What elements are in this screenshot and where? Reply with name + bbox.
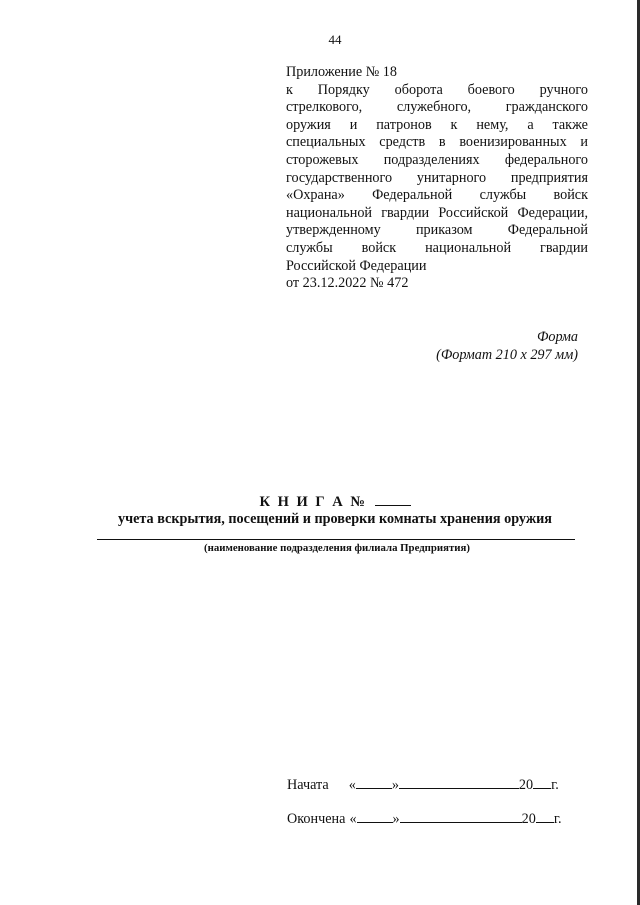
book-title — [0, 493, 640, 511]
quote-open: « — [348, 777, 356, 793]
annex-line: национальной гвардии Российской Федерации, — [286, 204, 588, 221]
annex-line: к Порядку оборота боевого ручного — [286, 81, 588, 98]
finished-date-row — [287, 810, 562, 828]
started-date-row — [287, 776, 559, 794]
annex-line: государственного унитарного предприятия — [286, 169, 588, 186]
annex-line: стрелкового, служебного, гражданского — [286, 99, 588, 116]
annex-line: Приложение № 18 — [286, 64, 397, 80]
annex-line: утвержденному приказом Федеральной — [286, 222, 588, 239]
started-label: Начата — [287, 777, 329, 793]
year-blank — [533, 776, 551, 789]
book-title-text: К Н И Г А № — [259, 494, 367, 510]
book-subtitle: учета вскрытия, посещений и проверки комнаты хранения оружия — [118, 511, 552, 527]
annex-line: от 23.12.2022 № 472 — [286, 275, 409, 292]
annex-line: сторожевых подразделениях федерального — [286, 151, 588, 168]
page-number: 44 — [328, 32, 342, 47]
day-blank — [356, 776, 392, 789]
annex-line: Российской Федерации — [286, 257, 427, 274]
form-label: Форма — [536, 329, 578, 345]
quote-close: » — [391, 777, 399, 793]
year-prefix: 20 — [518, 777, 534, 793]
quote-close: » — [392, 811, 400, 827]
quote-open: « — [349, 811, 357, 827]
month-blank — [399, 776, 519, 789]
day-blank — [357, 810, 393, 823]
annex-header — [286, 64, 588, 293]
annex-line: «Охрана» Федеральной службы войск — [286, 187, 588, 204]
book-number-blank — [375, 493, 411, 506]
format-label: (Формат 210 х 297 мм) — [436, 346, 578, 363]
month-blank — [400, 810, 522, 823]
year-suffix: г. — [551, 777, 559, 793]
subunit-name-line — [97, 539, 575, 540]
year-suffix: г. — [553, 811, 562, 827]
finished-label: Окончена — [287, 811, 346, 827]
subunit-caption: (наименование подразделения филиала Предприятия) — [204, 542, 470, 554]
form-note — [436, 329, 578, 364]
annex-line: службы войск национальной гвардии — [286, 239, 588, 256]
annex-line: специальных средств в военизированных и — [286, 134, 588, 151]
year-prefix: 20 — [521, 811, 536, 827]
year-blank — [536, 810, 554, 823]
annex-line: оружия и патронов к нему, а также — [286, 116, 588, 133]
